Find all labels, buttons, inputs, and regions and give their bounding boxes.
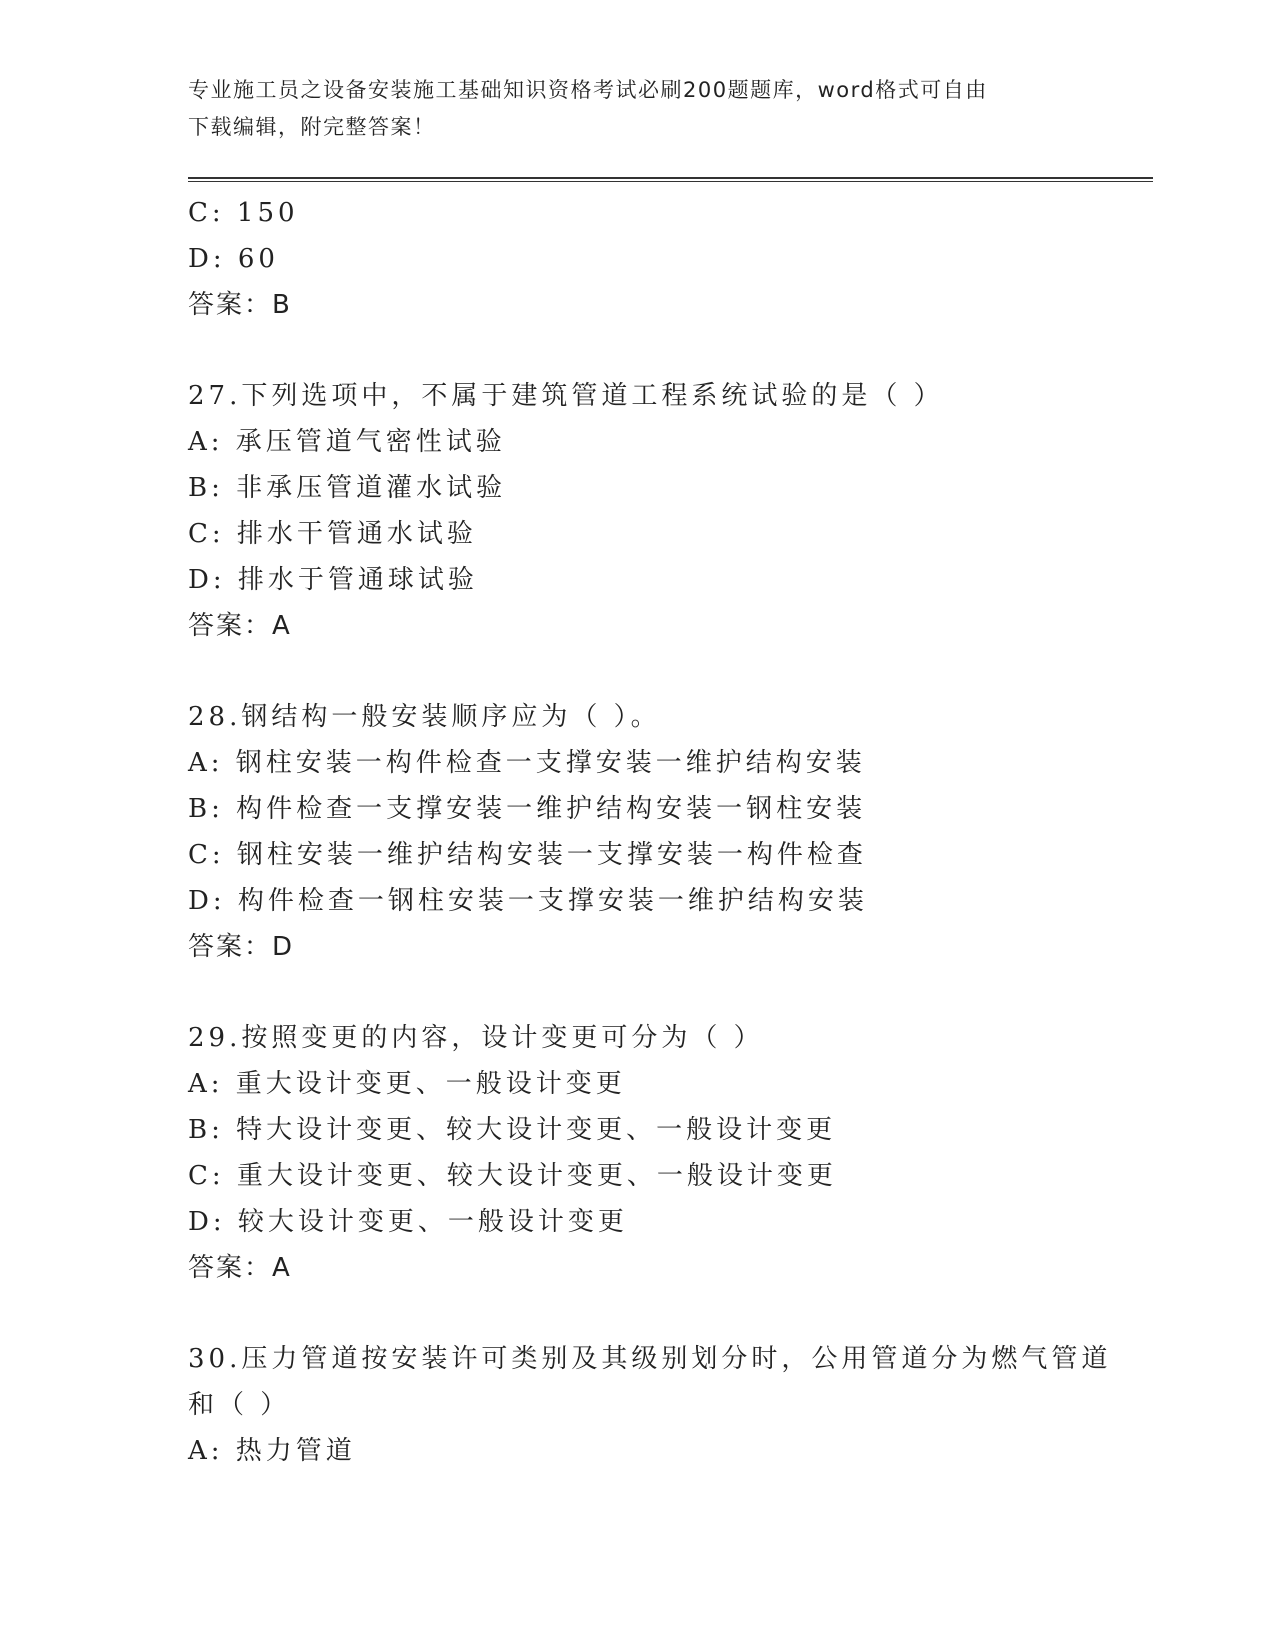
q30-option-a: A: 热力管道 (188, 1436, 356, 1466)
q28-answer: 答案：D (188, 932, 295, 962)
q27-question: 27.下列选项中，不属于建筑管道工程系统试验的是（ ） (188, 381, 944, 411)
q29-question: 29.按照变更的内容，设计变更可分为（ ） (188, 1023, 764, 1053)
header-line-2: 下载编辑，附完整答案！ (188, 115, 436, 139)
q30-question-line-1: 30.压力管道按安装许可类别及其级别划分时，公用管道分为燃气管道 (188, 1344, 1112, 1374)
q28-option-a: A: 钢柱安装一构件检查一支撑安装一维护结构安装 (188, 748, 866, 778)
question-28 (188, 694, 1153, 970)
q27-option-d: D: 排水于管通球试验 (188, 565, 478, 595)
q28-question: 28.钢结构一般安装顺序应为（ ）。 (188, 702, 661, 732)
q29-option-a: A: 重大设计变更、一般设计变更 (188, 1069, 626, 1099)
q28-option-c: C: 钢柱安装一维护结构安装一支撑安装一构件检查 (188, 840, 867, 870)
q27-answer: 答案：A (188, 611, 292, 641)
q29-option-c: C: 重大设计变更、较大设计变更、一般设计变更 (188, 1161, 837, 1191)
q27-option-a: A: 承压管道气密性试验 (188, 427, 506, 457)
q29-option-d: D: 较大设计变更、一般设计变更 (188, 1207, 628, 1237)
q27-option-b: B: 非承压管道灌水试验 (188, 473, 507, 503)
spacer (188, 649, 1153, 694)
spacer (188, 328, 1153, 373)
spacer (188, 970, 1153, 1015)
header-divider (188, 177, 1153, 182)
q30-question-line-2: 和（ ） (188, 1390, 291, 1420)
q29-option-b: B: 特大设计变更、较大设计变更、一般设计变更 (188, 1115, 837, 1145)
question-29 (188, 1015, 1153, 1291)
header-line-1: 专业施工员之设备安装施工基础知识资格考试必刷200题题库，word格式可自由 (188, 78, 988, 102)
question-list (188, 190, 1153, 1474)
q28-option-d: D: 构件检查一钢柱安装一支撑安装一维护结构安装 (188, 886, 868, 916)
page-header (188, 72, 1088, 146)
q29-answer: 答案：A (188, 1253, 292, 1283)
q26-option-d: D: 60 (188, 244, 279, 274)
question-30 (188, 1336, 1153, 1474)
q26-answer: 答案：B (188, 290, 292, 320)
q27-option-c: C: 排水干管通水试验 (188, 519, 477, 549)
q26-option-c: C: 150 (188, 198, 299, 228)
q28-option-b: B: 构件检查一支撑安装一维护结构安装一钢柱安装 (188, 794, 867, 824)
question-27 (188, 373, 1153, 649)
spacer (188, 1291, 1153, 1336)
question-26-partial (188, 190, 1153, 328)
